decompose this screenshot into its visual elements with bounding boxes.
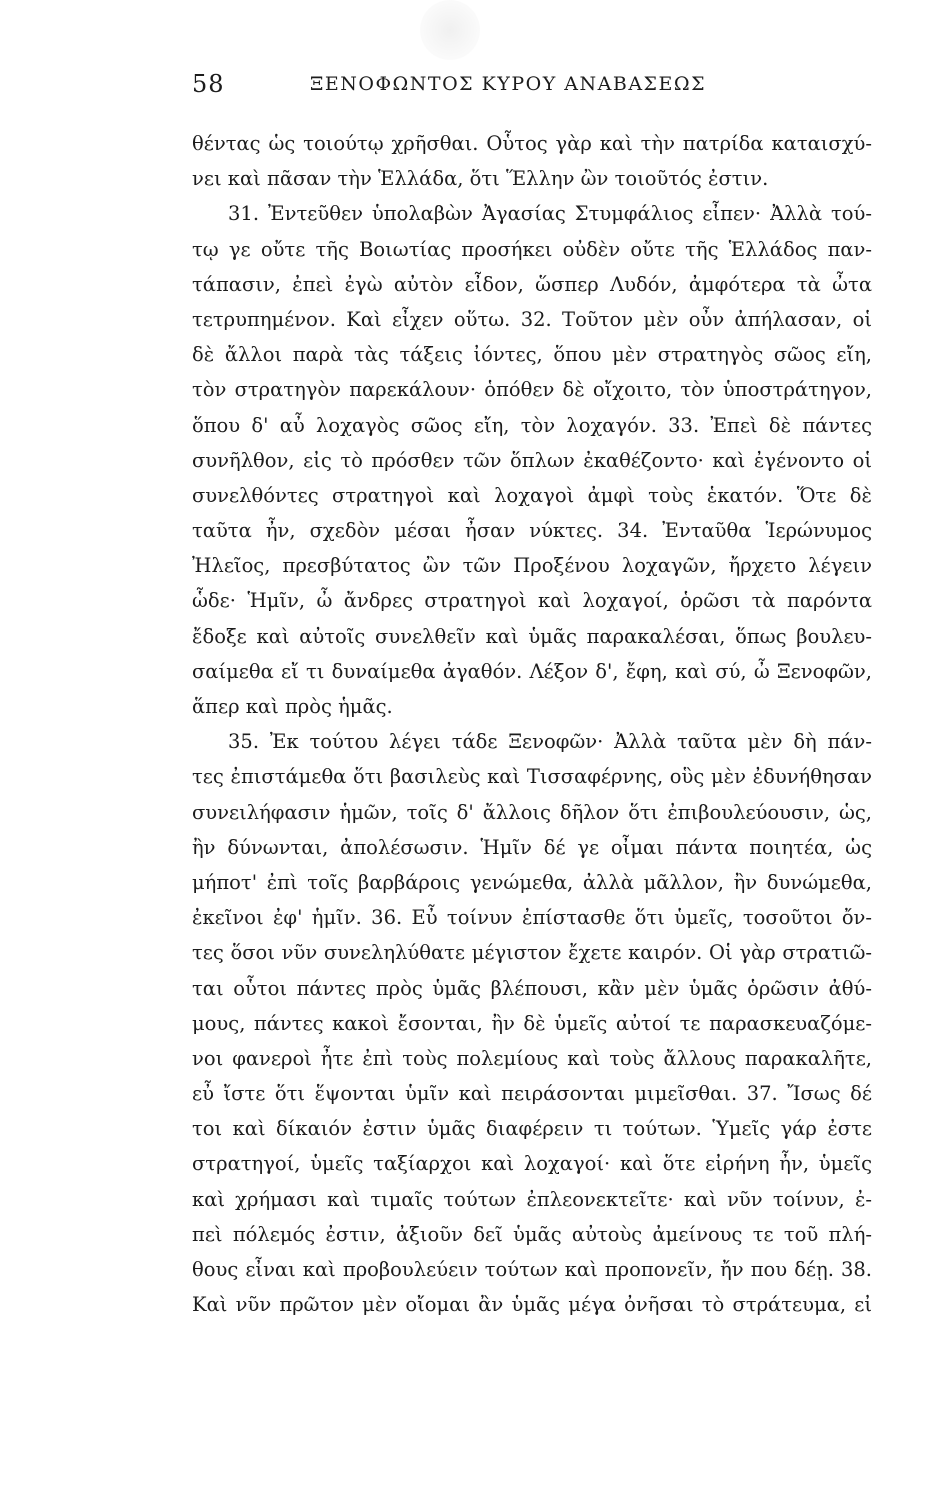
text-line: ἔδοξε καὶ αὐτοῖς συνελθεῖν καὶ ὑμᾶς παρακαλέσαι, ὅπως βουλευ- xyxy=(192,624,872,648)
body-text xyxy=(192,126,872,1358)
text-line: εὖ ἴστε ὅτι ἕψονται ὑμῖν καὶ πειράσονται μιμεῖσθαι. 37. Ἴσως δέ xyxy=(192,1082,872,1106)
text-line: ὧδε· Ἡμῖν, ὦ ἄνδρες στρατηγοὶ καὶ λοχαγοί, ὁρῶσι τὰ παρόντα xyxy=(192,589,872,613)
text-line: σαίμεθα εἴ τι δυναίμεθα ἀγαθόν. Λέξον δ', ἔφη, καὶ σύ, ὦ Ξενοφῶν, xyxy=(192,659,872,683)
text-line: τοι καὶ δίκαιόν ἐστιν ὑμᾶς διαφέρειν τι τούτων. Ὑμεῖς γάρ ἐστε xyxy=(192,1117,872,1141)
page-header xyxy=(192,70,712,110)
text-line: ἢν δύνωνται, ἀπολέσωσιν. Ἡμῖν δέ γε οἶμαι πάντα ποιητέα, ὡς xyxy=(192,835,872,859)
text-line: τες ὅσοι νῦν συνεληλύθατε μέγιστον ἔχετε καιρόν. Οἱ γὰρ στρατιῶ- xyxy=(192,941,872,965)
text-line: τῳ γε οὔτε τῆς Βοιωτίας προσήκει οὐδὲν οὔτε τῆς Ἑλλάδος παν- xyxy=(192,237,872,261)
text-line: ὅπου δ' αὖ λοχαγὸς σῶος εἴη, τὸν λοχαγόν. 33. Ἐπεὶ δὲ πάντες xyxy=(192,413,872,437)
text-line: τες ἐπιστάμεθα ὅτι βασιλεὺς καὶ Τισσαφέρνης, οὓς μὲν ἐδυνήθησαν xyxy=(192,765,872,789)
text-line: θέντας ὡς τοιούτῳ χρῆσθαι. Οὗτος γὰρ καὶ τὴν πατρίδα καταισχύ- xyxy=(192,132,872,155)
text-line: μήποτ' ἐπὶ τοῖς βαρβάροις γενώμεθα, ἀλλὰ μᾶλλον, ἢν δυνώμεθα, xyxy=(192,870,872,894)
page-smudge xyxy=(420,0,480,60)
text-line: θους εἶναι καὶ προβουλεύειν τούτων καὶ προπονεῖν, ἤν που δέῃ. 38. xyxy=(192,1258,872,1281)
running-title: ΞΕΝΟΦΩΝΤΟΣ ΚΥΡΟΥ ΑΝΑΒΑΣΕΩΣ xyxy=(310,73,707,95)
text-line: νοι φανεροὶ ἦτε ἐπὶ τοὺς πολεμίους καὶ τοὺς ἄλλους παρακαλῆτε, xyxy=(192,1046,872,1070)
text-line: νει καὶ πᾶσαν τὴν Ἑλλάδα, ὅτι Ἕλλην ὢν τοιοῦτός ἐστιν. xyxy=(192,167,769,191)
text-line: τὸν στρατηγὸν παρεκάλουν· ὁπόθεν δὲ οἴχοιτο, τὸν ὑποστράτηγον, xyxy=(192,378,872,402)
text-line: στρατηγοί, ὑμεῖς ταξίαρχοι καὶ λοχαγοί· καὶ ὅτε εἰρήνη ἦν, ὑμεῖς xyxy=(192,1152,872,1176)
text-line: τάπασιν, ἐπεὶ ἐγὼ αὐτὸν εἶδον, ὥσπερ Λυδόν, ἀμφότερα τὰ ὦτα xyxy=(192,272,872,296)
text-line: ἐκεῖνοι ἐφ' ἡμῖν. 36. Εὖ τοίνυν ἐπίστασθε ὅτι ὑμεῖς, τοσοῦτοι ὄν- xyxy=(192,906,872,930)
text-line: καὶ χρήμασι καὶ τιμαῖς τούτων ἐπλεονεκτεῖτε· καὶ νῦν τοίνυν, ἐ- xyxy=(192,1187,872,1211)
text-line: συνελθόντες στρατηγοὶ καὶ λοχαγοὶ ἀμφὶ τοὺς ἑκατόν. Ὅτε δὲ xyxy=(192,483,872,507)
text-line: 31. Ἐντεῦθεν ὑπολαβὼν Ἀγασίας Στυμφάλιος εἶπεν· Ἀλλὰ τού- xyxy=(228,202,872,226)
text-line: τετρυπημένον. Καὶ εἶχεν οὕτω. 32. Τοῦτον μὲν οὖν ἀπήλασαν, οἱ xyxy=(192,307,872,331)
text-line: Ἠλεῖος, πρεσβύτατος ὢν τῶν Προξένου λοχαγῶν, ἤρχετο λέγειν xyxy=(192,554,872,578)
page-number: 58 xyxy=(192,70,225,98)
text-line: Καὶ νῦν πρῶτον μὲν οἴομαι ἂν ὑμᾶς μέγα ὀνῆσαι τὸ στράτευμα, εἰ xyxy=(192,1293,872,1317)
text-line: συνῆλθον, εἰς τὸ πρόσθεν τῶν ὅπλων ἐκαθέζοντο· καὶ ἐγένοντο οἱ xyxy=(192,448,872,472)
text-line: συνειλήφασιν ἡμῶν, τοῖς δ' ἄλλοις δῆλον ὅτι ἐπιβουλεύουσιν, ὡς, xyxy=(192,800,872,824)
text-line: 35. Ἐκ τούτου λέγει τάδε Ξενοφῶν· Ἀλλὰ ταῦτα μὲν δὴ πάν- xyxy=(228,730,872,754)
text-line: ἅπερ καὶ πρὸς ἡμᾶς. xyxy=(192,695,393,718)
text-line xyxy=(192,1322,872,1357)
text-line: δὲ ἄλλοι παρὰ τὰς τάξεις ἰόντες, ὅπου μὲν στρατηγὸς σῶος εἴη, xyxy=(192,343,872,367)
text-line: ται οὗτοι πάντες πρὸς ὑμᾶς βλέπουσι, κἂν μὲν ὑμᾶς ὁρῶσιν ἀθύ- xyxy=(192,976,872,1000)
text-line: ταῦτα ἦν, σχεδὸν μέσαι ἦσαν νύκτες. 34. Ἐνταῦθα Ἱερώνυμος xyxy=(192,519,872,543)
text-line: μους, πάντες κακοὶ ἔσονται, ἢν δὲ ὑμεῖς αὐτοί τε παρασκευαζόμε- xyxy=(192,1011,872,1035)
text-line: πεὶ πόλεμός ἐστιν, ἀξιοῦν δεῖ ὑμᾶς αὐτοὺς ἀμείνους τε τοῦ πλή- xyxy=(192,1222,872,1246)
